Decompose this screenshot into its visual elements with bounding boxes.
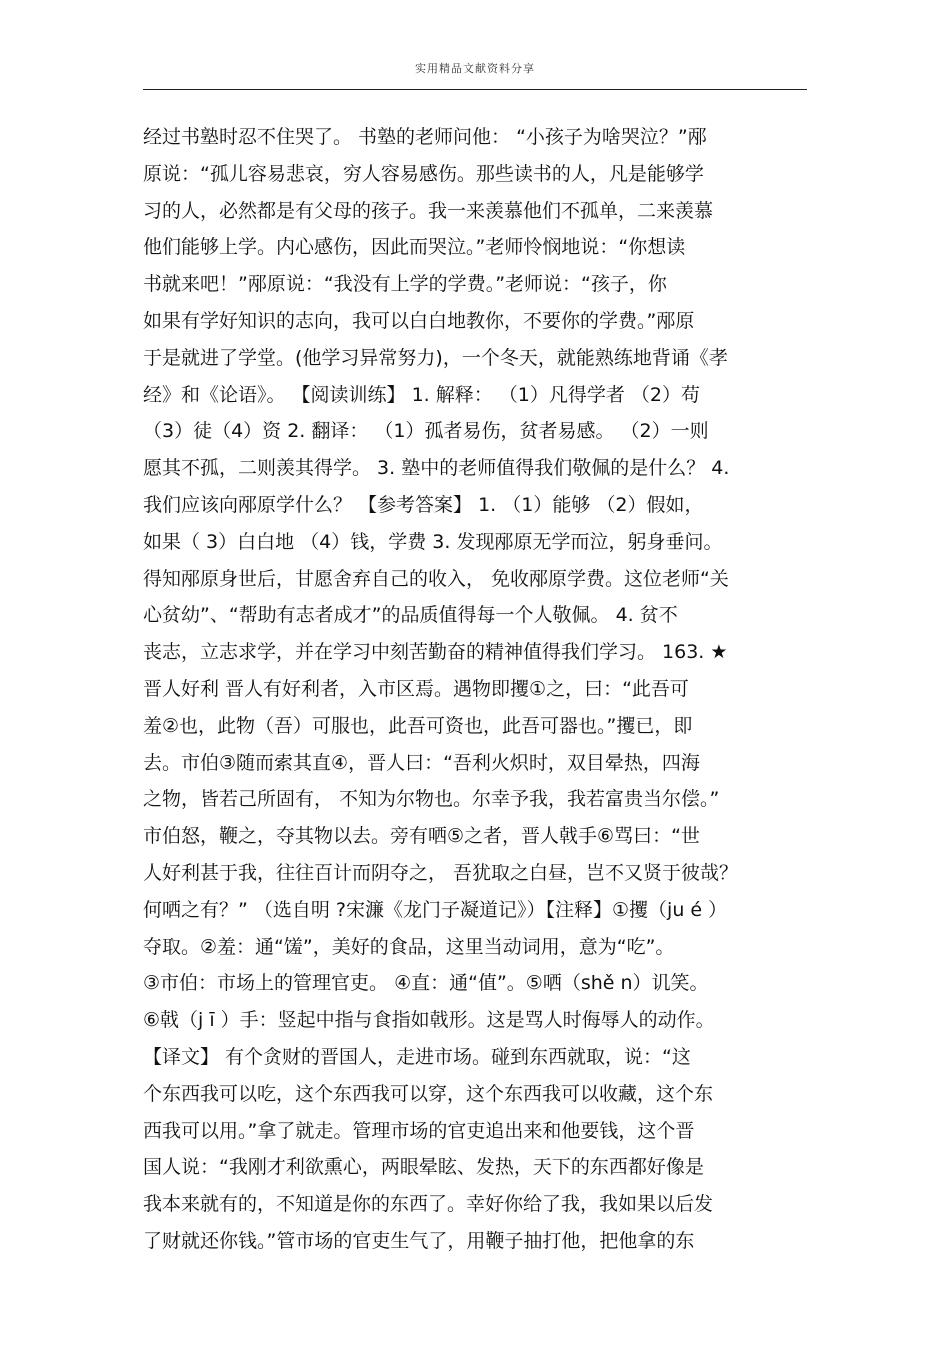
text-line: 得知邴原身世后，甘愿舍弃自己的收入， 免收邴原学费。这位老师“关	[143, 567, 729, 590]
text-line: 晋人好利 晋人有好利者，入市区焉。遇物即攫①之，曰：“此吾可	[143, 677, 689, 700]
text-line: 如果有学好知识的志向，我可以白白地教你，不要你的学费。”邴原	[143, 309, 695, 332]
text-line: ③市伯：市场上的管理官吏。 ④直：通“值”。⑤哂（shě n）讥笑。	[143, 972, 709, 995]
text-line: 心贫幼”、“帮助有志者成才”的品质值得每一个人敬佩。 4. 贫不	[143, 604, 678, 627]
text-line: 书就来吧！”邴原说：“我没有上学的学费。”老师说：“孩子，你	[143, 273, 667, 296]
page-header-title: 实用精品文献资料分享	[415, 62, 535, 75]
text-line: 经过书塾时忍不住哭了。 书塾的老师问他： “小孩子为啥哭泣？”邴	[143, 126, 707, 148]
text-line: 于是就进了学堂。(他学习异常努力)，一个冬天，就能熟练地背诵《孝	[143, 346, 728, 369]
text-line: 丧志，立志求学，并在学习中刻苦勤奋的精神值得我们学习。 163. ★	[143, 641, 728, 664]
text-line: 如果（ 3）白白地 （4）钱，学费 3. 发现邴原无学而泣，躬身垂问。	[143, 530, 723, 553]
text-line: 【译文】 有个贪财的晋国人，走进市场。碰到东西就取，说：“这	[143, 1045, 691, 1068]
text-line: （3）徒（4）资 2. 翻译： （1）孤者易伤，贫者易感。 （2）一则	[143, 420, 709, 443]
text-line: 原说：“孤儿容易悲哀，穷人容易感伤。那些读书的人，凡是能够学	[143, 162, 704, 185]
text-line: 他们能够上学。内心感伤，因此而哭泣。”老师怜悯地说：“你想读	[143, 236, 686, 259]
text-line: 人好利甚于我，往往百计而阴夺之， 吾犹取之白昼，岂不又贤于彼哉？	[143, 861, 739, 884]
text-line: 之物，皆若己所固有， 不知为尔物也。尔幸予我，我若富贵当尔偿。”	[143, 788, 720, 811]
text-line: 何哂之有？” （选自明 ?宋濂《龙门子凝道记》）【注释】①攫（ju é ）	[143, 898, 728, 921]
text-line: 愿其不孤，二则羡其得学。 3. 塾中的老师值得我们敬佩的是什么？ 4.	[143, 457, 730, 480]
text-line: ⑥戟（j ī ）手：竖起中指与食指如戟形。这是骂人时侮辱人的动作。	[143, 1009, 715, 1032]
text-line: 羞②也，此物（吾）可服也，此吾可资也，此吾可器也。”攫已，即	[143, 714, 693, 737]
header-divider	[143, 89, 807, 90]
text-line: 西我可以用。”拿了就走。管理市场的官吏追出来和他要钱，这个晋	[143, 1119, 695, 1142]
text-line: 了财就还你钱。”管市场的官吏生气了，用鞭子抽打他，把他拿的东	[143, 1229, 695, 1252]
text-line: 习的人，必然都是有父母的孩子。我一来羡慕他们不孤单，二来羡慕	[143, 199, 714, 222]
document-body	[143, 119, 813, 1260]
text-line: 我本来就有的，不知道是你的东西了。幸好你给了我，我如果以后发	[143, 1193, 714, 1216]
text-line: 去。市伯③随而索其直④，晋人曰：“吾利火炽时，双目晕热，四海	[143, 751, 700, 774]
text-line: 国人说：“我刚才利欲熏心，两眼晕眩、发热，天下的东西都好像是	[143, 1156, 704, 1179]
text-line: 经》和《论语》。 【阅读训练】 1. 解释： （1）凡得学者 （2）苟	[143, 383, 701, 406]
text-line: 个东西我可以吃，这个东西我可以穿，这个东西我可以收藏，这个东	[143, 1082, 714, 1105]
text-line: 我们应该向邴原学什么？ 【参考答案】 1. （1）能够 （2）假如，	[143, 493, 704, 516]
text-line: 夺取。②羞：通“馐”，美好的食品，这里当动词用，意为“吃”。	[143, 935, 675, 958]
text-line: 市伯怒，鞭之，夺其物以去。旁有哂⑤之者，晋人戟手⑥骂曰：“世	[143, 825, 700, 848]
